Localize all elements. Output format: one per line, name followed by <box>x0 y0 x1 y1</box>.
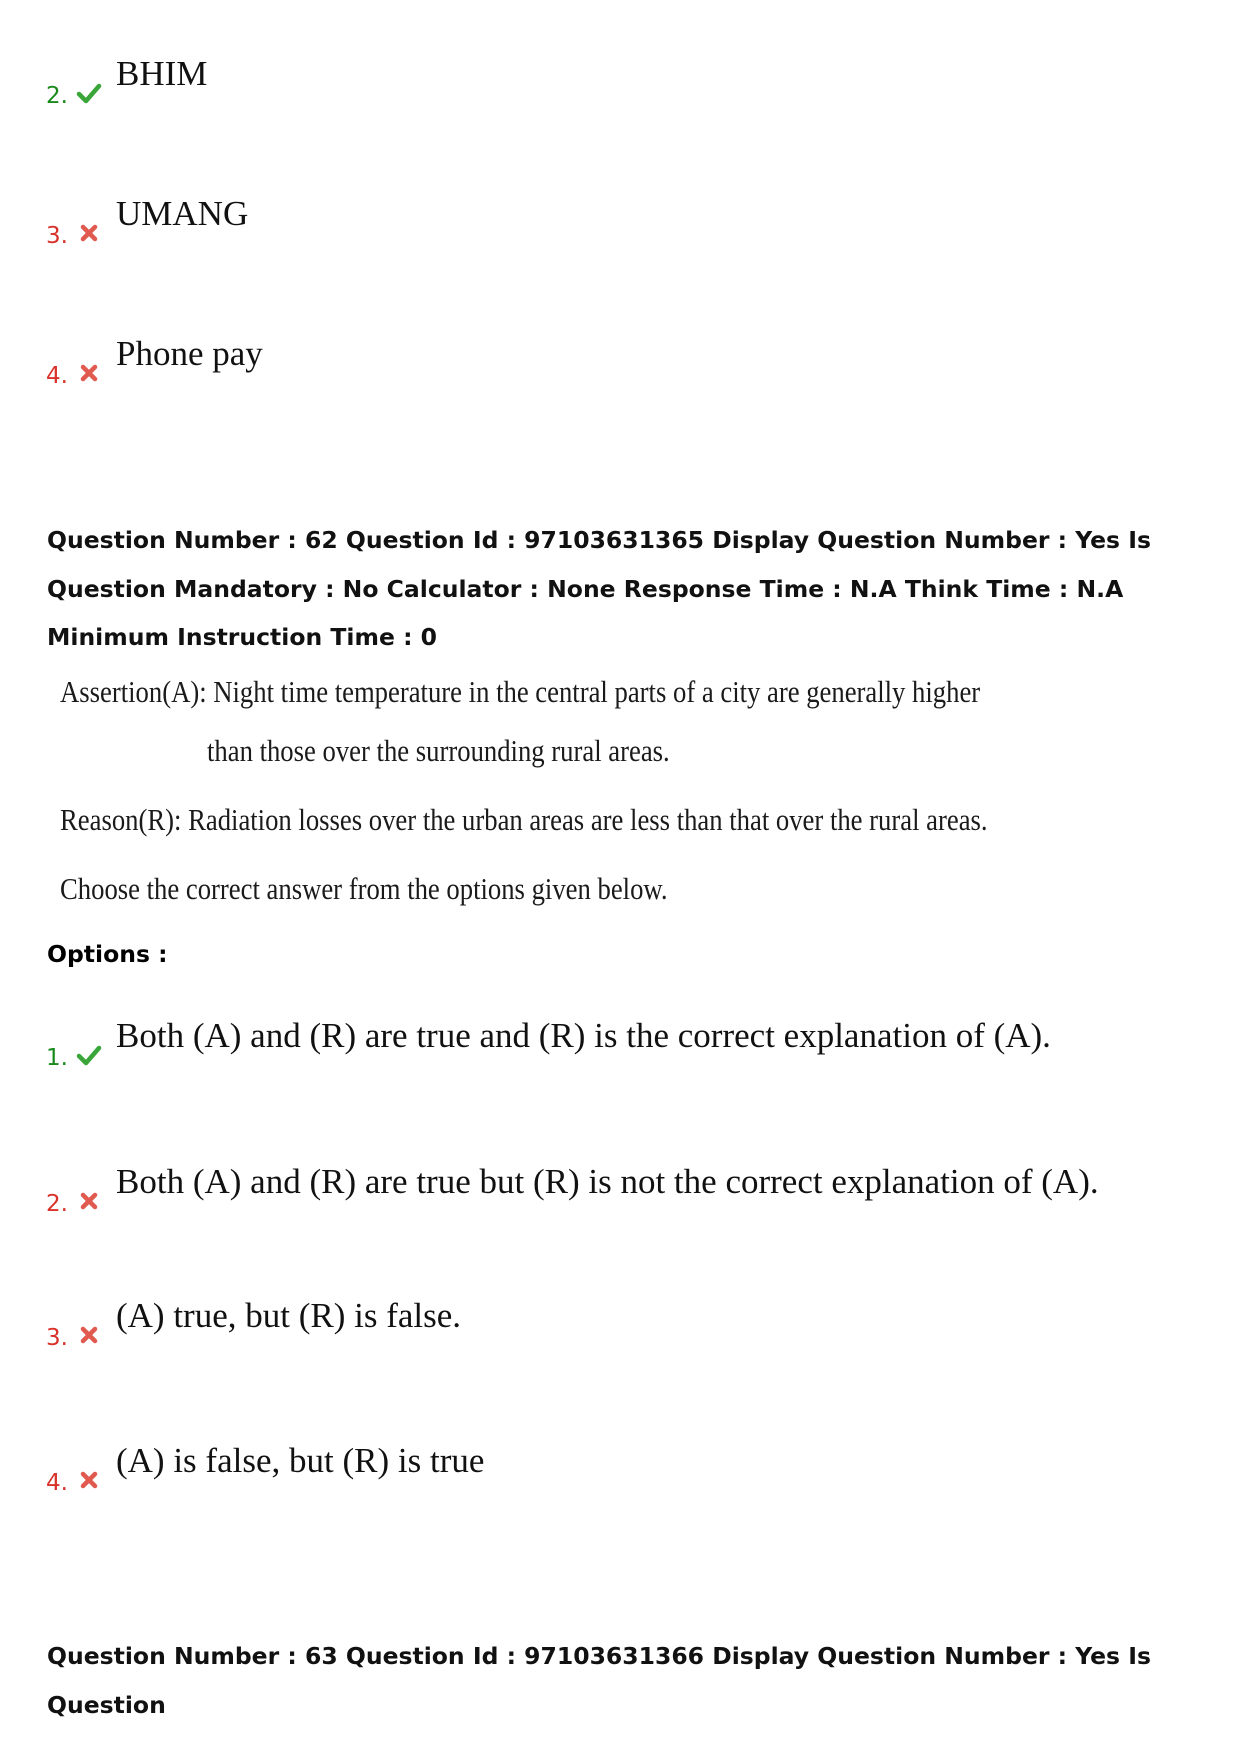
check-icon <box>76 1042 102 1068</box>
prev-option-2 <box>46 54 208 109</box>
option-text: Both (A) and (R) are true but (R) is not the correct explanation of (A). <box>116 1162 1099 1201</box>
q62-option-2 <box>46 1162 1099 1217</box>
option-number: 2. <box>46 1191 68 1217</box>
option-text: (A) true, but (R) is false. <box>116 1296 462 1335</box>
prev-option-3 <box>46 194 249 249</box>
prev-option-4 <box>46 334 263 389</box>
option-text: Phone pay <box>116 334 263 373</box>
option-number: 3. <box>46 223 68 249</box>
option-number: 4. <box>46 1470 68 1496</box>
q62-option-1 <box>46 1016 1051 1071</box>
question-62-meta: Question Number : 62 Question Id : 97103631365 Display Question Number : Yes Is Question Mandatory : No Calculator : None Response Time : N.A Think Time : N.A Minimum Instruction Time : 0 <box>47 526 1151 651</box>
option-text: Both (A) and (R) are true and (R) is the correct explanation of (A). <box>116 1016 1051 1055</box>
check-icon <box>76 80 102 106</box>
cross-icon <box>76 1188 102 1214</box>
cross-icon <box>76 1467 102 1493</box>
assertion-line-1: Assertion(A): Night time temperature in the central parts of a city are generally higher <box>60 674 981 709</box>
option-number: 3. <box>46 1325 68 1351</box>
options-label: Options : <box>47 940 168 968</box>
option-number: 2. <box>46 83 68 109</box>
option-text: UMANG <box>116 194 249 233</box>
option-number: 4. <box>46 363 68 389</box>
q62-option-4 <box>46 1441 485 1496</box>
instruction-line: Choose the correct answer from the options given below. <box>60 871 668 906</box>
cross-icon <box>76 360 102 386</box>
question-63-meta: Question Number : 63 Question Id : 97103631366 Display Question Number : Yes Is Question <box>47 1642 1151 1719</box>
reason-line: Reason(R): Radiation losses over the urban areas are less than that over the rural areas. <box>60 802 988 837</box>
option-text: BHIM <box>116 54 208 93</box>
option-number: 1. <box>46 1045 68 1071</box>
q62-option-3 <box>46 1296 462 1351</box>
cross-icon <box>76 1322 102 1348</box>
assertion-line-2: than those over the surrounding rural areas. <box>207 733 670 768</box>
cross-icon <box>76 220 102 246</box>
option-text: (A) is false, but (R) is true <box>116 1441 485 1480</box>
